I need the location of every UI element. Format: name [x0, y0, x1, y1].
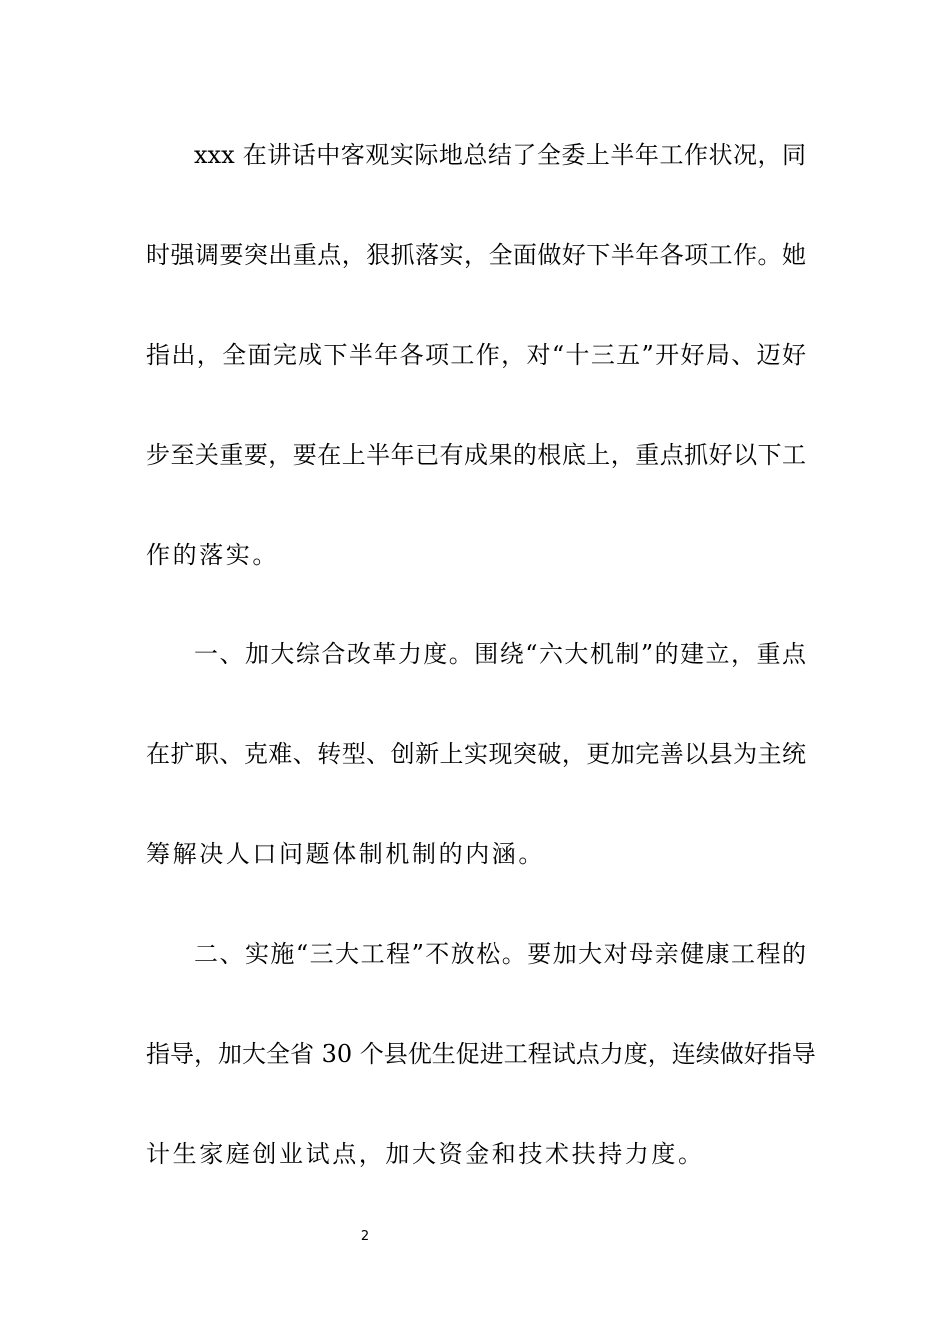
paragraph-2-line-1: 一、加大综合改革力度。围绕“六大机制”的建立，重点: [194, 640, 806, 668]
page-number: 2: [360, 1229, 370, 1244]
paragraph-3-line-2: 指导，加大全省 30 个县优生促进工程试点力度，连续做好指导: [146, 1040, 816, 1068]
paragraph-3-line-1: 二、实施“三大工程”不放松。要加大对母亲健康工程的: [194, 940, 806, 968]
paragraph-1-line-3: 指出，全面完成下半年各项工作，对“十三五”开好局、迈好: [146, 341, 806, 369]
paragraph-2-line-3: 筹解决人口问题体制机制的内涵。: [146, 840, 545, 868]
paragraph-1-line-2: 时强调要突出重点，狠抓落实，全面做好下半年各项工作。她: [146, 241, 806, 269]
paragraph-1-line-4: 步至关重要，要在上半年已有成果的根底上，重点抓好以下工: [146, 441, 806, 469]
paragraph-1-line-5: 作的落实。: [146, 541, 279, 569]
paragraph-2-line-2: 在扩职、克难、转型、创新上实现突破，更加完善以县为主统: [146, 740, 806, 768]
paragraph-3-line-3: 计生家庭创业试点，加大资金和技术扶持力度。: [146, 1140, 705, 1168]
paragraph-1-line-1: xxx 在讲话中客观实际地总结了全委上半年工作状况，同: [194, 141, 806, 169]
